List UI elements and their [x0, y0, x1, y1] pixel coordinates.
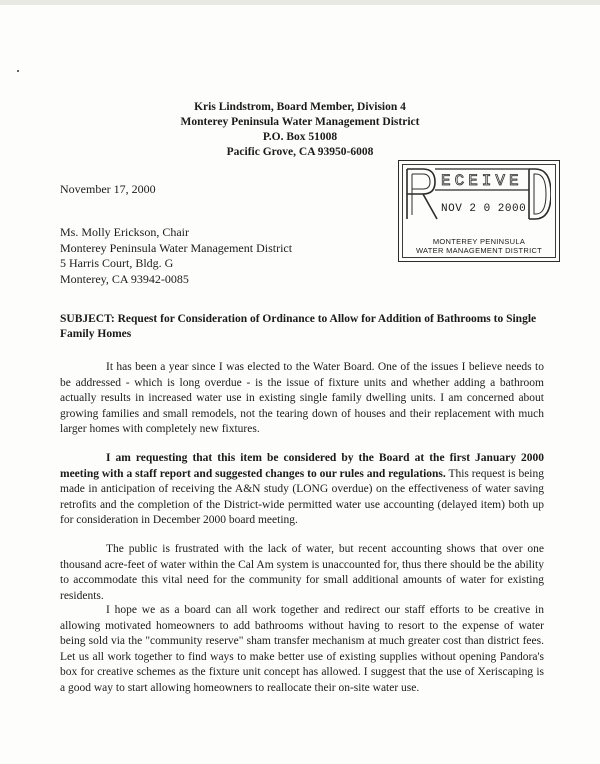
body-paragraph-1: It has been a year since I was elected to the Water Board. One of the issues I believe needs to be addressed - which is long overdue - is the issue of fixture units and whether adding a bathroom actually results in increased water use in existing single family dwelling units. I am concerned about growing families and small remodels, not the tearing down of houses and their replacement with much larger homes with completely new fixtures.: [60, 361, 544, 435]
body-paragraph-4: I hope we as a board can all work together and redirect our staff efforts to be creative in allowing motivated homeowners to add bathrooms without having to resort to the expense of water being sold via the "community reserve" sham transfer mechanism at much greater cost than district fees. Let us all work together to find ways to make better use of existing supplies without opening Pandora's box for creative schemes as the fixture unit concept has allowed. I suggest that the use of Xeriscaping is a good way to start allowing homeowners to reallocate their on-site water use.: [60, 604, 544, 694]
body-paragraph-3: The public is frustrated with the lack of water, but recent accounting shows that over one thousand acre-feet of water within the Cal Am system is unaccounted for, thus there should be the ability to accommodate this vital need for the community for small additional amounts of water for existing residents.: [60, 543, 544, 602]
scan-speck: [17, 70, 19, 72]
subject-line: [60, 312, 550, 342]
subject-text: Request for Consideration of Ordinance to Allow for Addition of Bathrooms to Single Family Homes: [60, 313, 537, 340]
sender-name: Kris Lindstrom, Board Member, Division 4: [194, 101, 406, 113]
stamp-org-line-2: WATER MANAGEMENT DISTRICT: [415, 246, 543, 255]
recipient-street: 5 Harris Court, Bldg. G: [60, 256, 174, 270]
recipient-organization: Monterey Peninsula Water Management District: [60, 240, 293, 255]
letter-date: November 17, 2000: [60, 182, 156, 196]
svg-text:ECEIVE: ECEIVE: [441, 172, 523, 190]
sender-po-box: P.O. Box 51008: [262, 131, 338, 143]
recipient-address: [60, 225, 292, 287]
stamp-organization: [399, 237, 559, 255]
recipient-city: Monterey, CA 93942-0085: [60, 271, 189, 286]
sender-organization: Monterey Peninsula Water Management District: [180, 116, 420, 128]
request-details: This request is being made in anticipation of receiving the A&N study (LONG overdue) on the effectiveness of water saving retrofits and the completion of the District-wide permitted water use accounting (delayed item) both up for consideration in December 2000 board meeting.: [60, 467, 544, 526]
request-statement: I am requesting that this item be considered by the Board at the first January 2000 meeting with a staff report and suggested changes to our rules and regulations.: [60, 452, 544, 480]
body-paragraph-2: [60, 451, 544, 529]
stamp-date: NOV 2 0 2000: [441, 203, 527, 215]
subject-label: SUBJECT:: [60, 313, 115, 325]
letterhead: [150, 100, 450, 160]
recipient-name: Ms. Molly Erickson, Chair: [60, 225, 189, 239]
stamp-org-line-1: MONTEREY PENINSULA: [432, 237, 526, 246]
page-edge: [0, 0, 600, 5]
sender-city: Pacific Grove, CA 93950-6008: [226, 146, 374, 158]
received-stamp: [398, 160, 560, 262]
